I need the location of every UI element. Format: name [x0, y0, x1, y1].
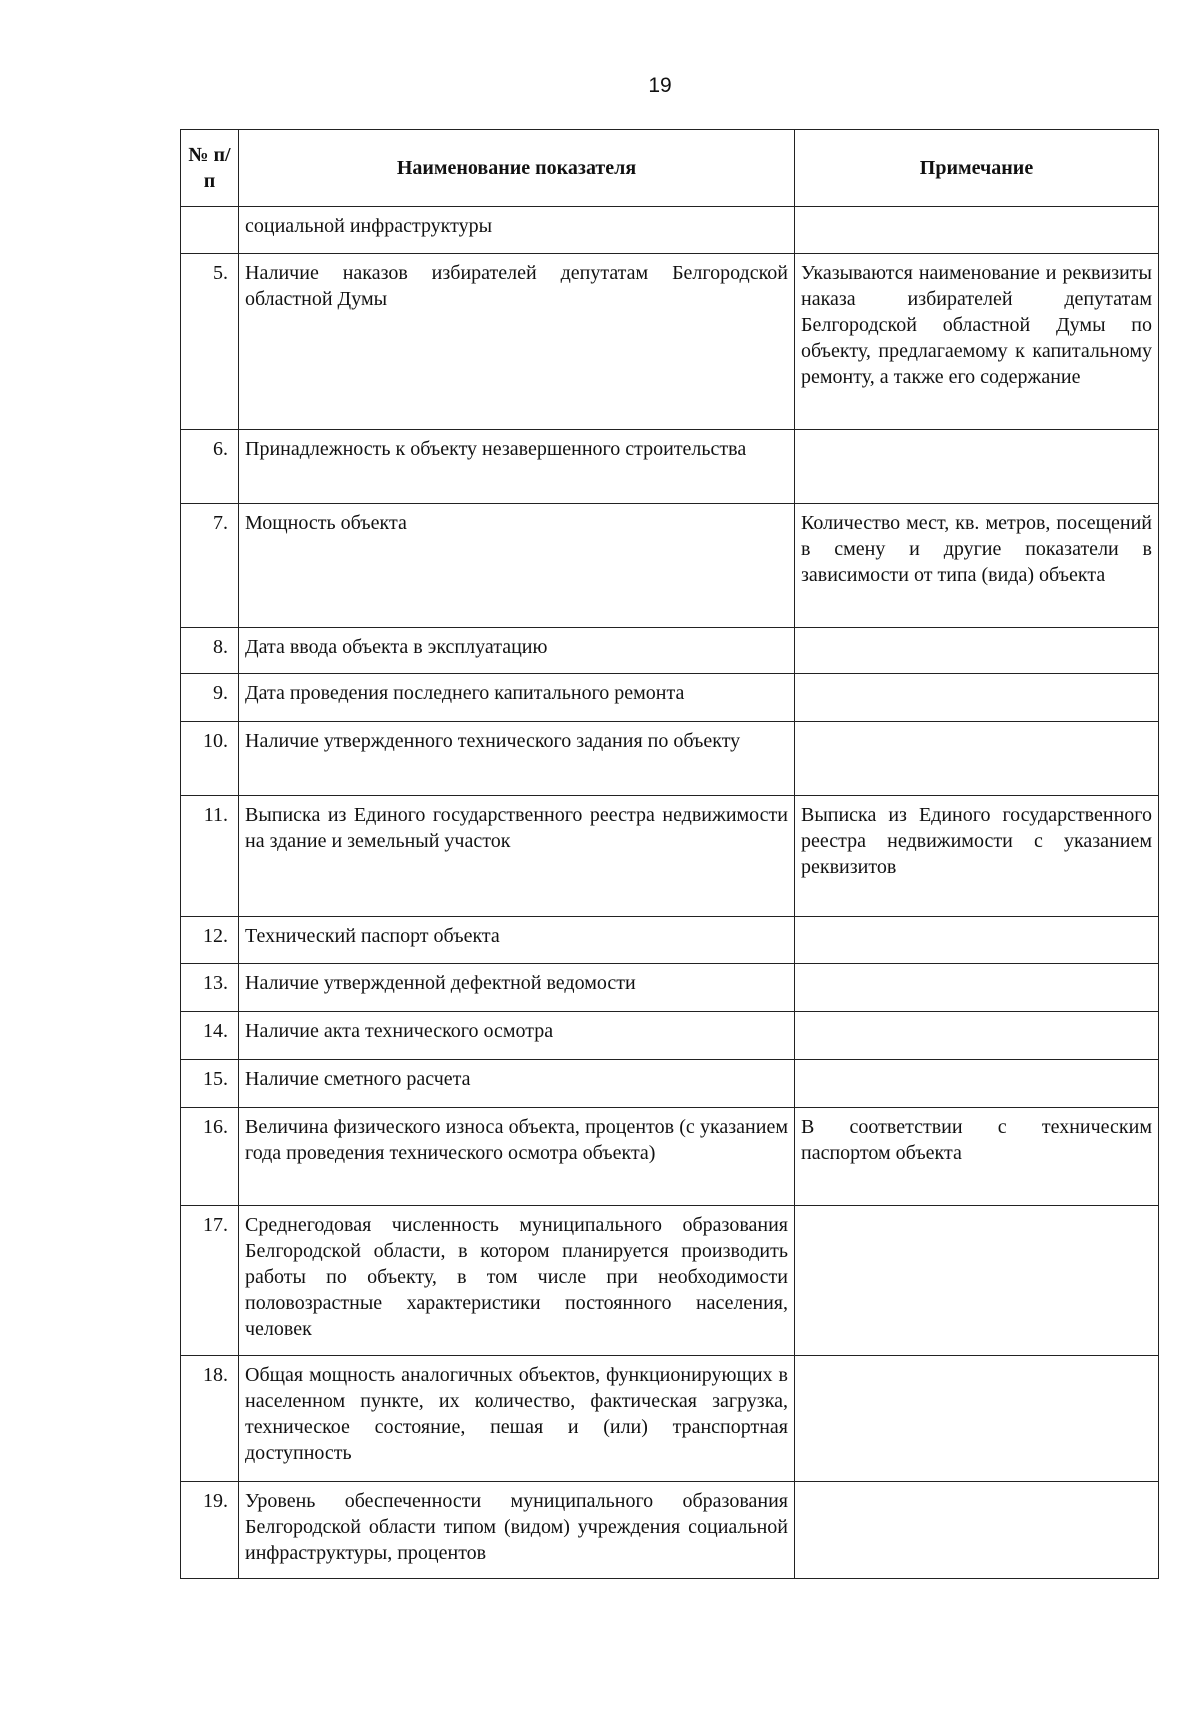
row-name: Общая мощность аналогичных объектов, функционирующих в населенном пункте, их количество, фактическая загрузка, техническое состояние, пешая и (или) транспортная доступность: [239, 1356, 795, 1482]
table-row: [181, 1108, 1159, 1206]
row-note: [795, 1012, 1159, 1060]
row-name: Принадлежность к объекту незавершенного строительства: [239, 430, 795, 504]
row-num: 15.: [181, 1060, 239, 1108]
row-name: Величина физического износа объекта, процентов (с указанием года проведения технического осмотра объекта): [239, 1108, 795, 1206]
table-row: [181, 917, 1159, 964]
table-row: [181, 722, 1159, 796]
row-name: Дата ввода объекта в эксплуатацию: [239, 628, 795, 674]
row-num: 5.: [181, 254, 239, 430]
row-num: 12.: [181, 917, 239, 964]
row-note: Указываются наименование и реквизиты наказа избирателей депутатам Белгородской областной Думы по объекту, предлагаемому к капитальному ремонту, а также его содержание: [795, 254, 1159, 430]
table-row: [181, 628, 1159, 674]
header-note: Примечание: [795, 130, 1159, 207]
row-num: 17.: [181, 1206, 239, 1356]
row-name: Технический паспорт объекта: [239, 917, 795, 964]
row-note: [795, 1356, 1159, 1482]
table-row: [181, 1206, 1159, 1356]
row-num: 18.: [181, 1356, 239, 1482]
row-note: Выписка из Единого государственного реестра недвижимости с указанием реквизитов: [795, 796, 1159, 917]
header-name: Наименование показателя: [239, 130, 795, 207]
header-num: № п/п: [181, 130, 239, 207]
table-row: [181, 430, 1159, 504]
row-note: [795, 674, 1159, 722]
row-note: [795, 1206, 1159, 1356]
row-note: Количество мест, кв. метров, посещений в смену и другие показатели в зависимости от типа (вида) объекта: [795, 504, 1159, 628]
row-name: социальной инфраструктуры: [239, 207, 795, 254]
row-num: 7.: [181, 504, 239, 628]
row-note: [795, 722, 1159, 796]
page-number: 19: [648, 74, 672, 97]
row-note: [795, 628, 1159, 674]
table-row: [181, 504, 1159, 628]
row-name: Наличие сметного расчета: [239, 1060, 795, 1108]
row-note: [795, 917, 1159, 964]
row-num: 9.: [181, 674, 239, 722]
row-name: Наличие акта технического осмотра: [239, 1012, 795, 1060]
table-row: [181, 1060, 1159, 1108]
row-num: 6.: [181, 430, 239, 504]
row-note: В соответствии с техническим паспортом объекта: [795, 1108, 1159, 1206]
table-row: [181, 254, 1159, 430]
row-name: Уровень обеспеченности муниципального образования Белгородской области типом (видом) учреждения социальной инфраструктуры, процентов: [239, 1482, 795, 1579]
row-name: Мощность объекта: [239, 504, 795, 628]
row-num: 19.: [181, 1482, 239, 1579]
row-note: [795, 430, 1159, 504]
row-num: 14.: [181, 1012, 239, 1060]
row-num: 13.: [181, 964, 239, 1012]
row-note: [795, 207, 1159, 254]
row-name: Дата проведения последнего капитального ремонта: [239, 674, 795, 722]
table-row: [181, 1012, 1159, 1060]
row-name: Среднегодовая численность муниципального образования Белгородской области, в котором планируется производить работы по объекту, в том числе при необходимости половозрастные характеристики постоянного населения, человек: [239, 1206, 795, 1356]
row-num: 8.: [181, 628, 239, 674]
row-num: 10.: [181, 722, 239, 796]
row-name: Наличие утвержденной дефектной ведомости: [239, 964, 795, 1012]
row-name: Наличие наказов избирателей депутатам Белгородской областной Думы: [239, 254, 795, 430]
table-row: [181, 964, 1159, 1012]
row-note: [795, 964, 1159, 1012]
table-row: [181, 674, 1159, 722]
row-note: [795, 1482, 1159, 1579]
indicators-table: [180, 129, 1159, 1579]
table-row: [181, 207, 1159, 254]
table-row: [181, 1356, 1159, 1482]
row-name: Наличие утвержденного технического задания по объекту: [239, 722, 795, 796]
row-num: 16.: [181, 1108, 239, 1206]
table-header-row: [181, 130, 1159, 207]
row-note: [795, 1060, 1159, 1108]
row-num: [181, 207, 239, 254]
row-name: Выписка из Единого государственного реестра недвижимости на здание и земельный участок: [239, 796, 795, 917]
table-row: [181, 1482, 1159, 1579]
row-num: 11.: [181, 796, 239, 917]
table-row: [181, 796, 1159, 917]
